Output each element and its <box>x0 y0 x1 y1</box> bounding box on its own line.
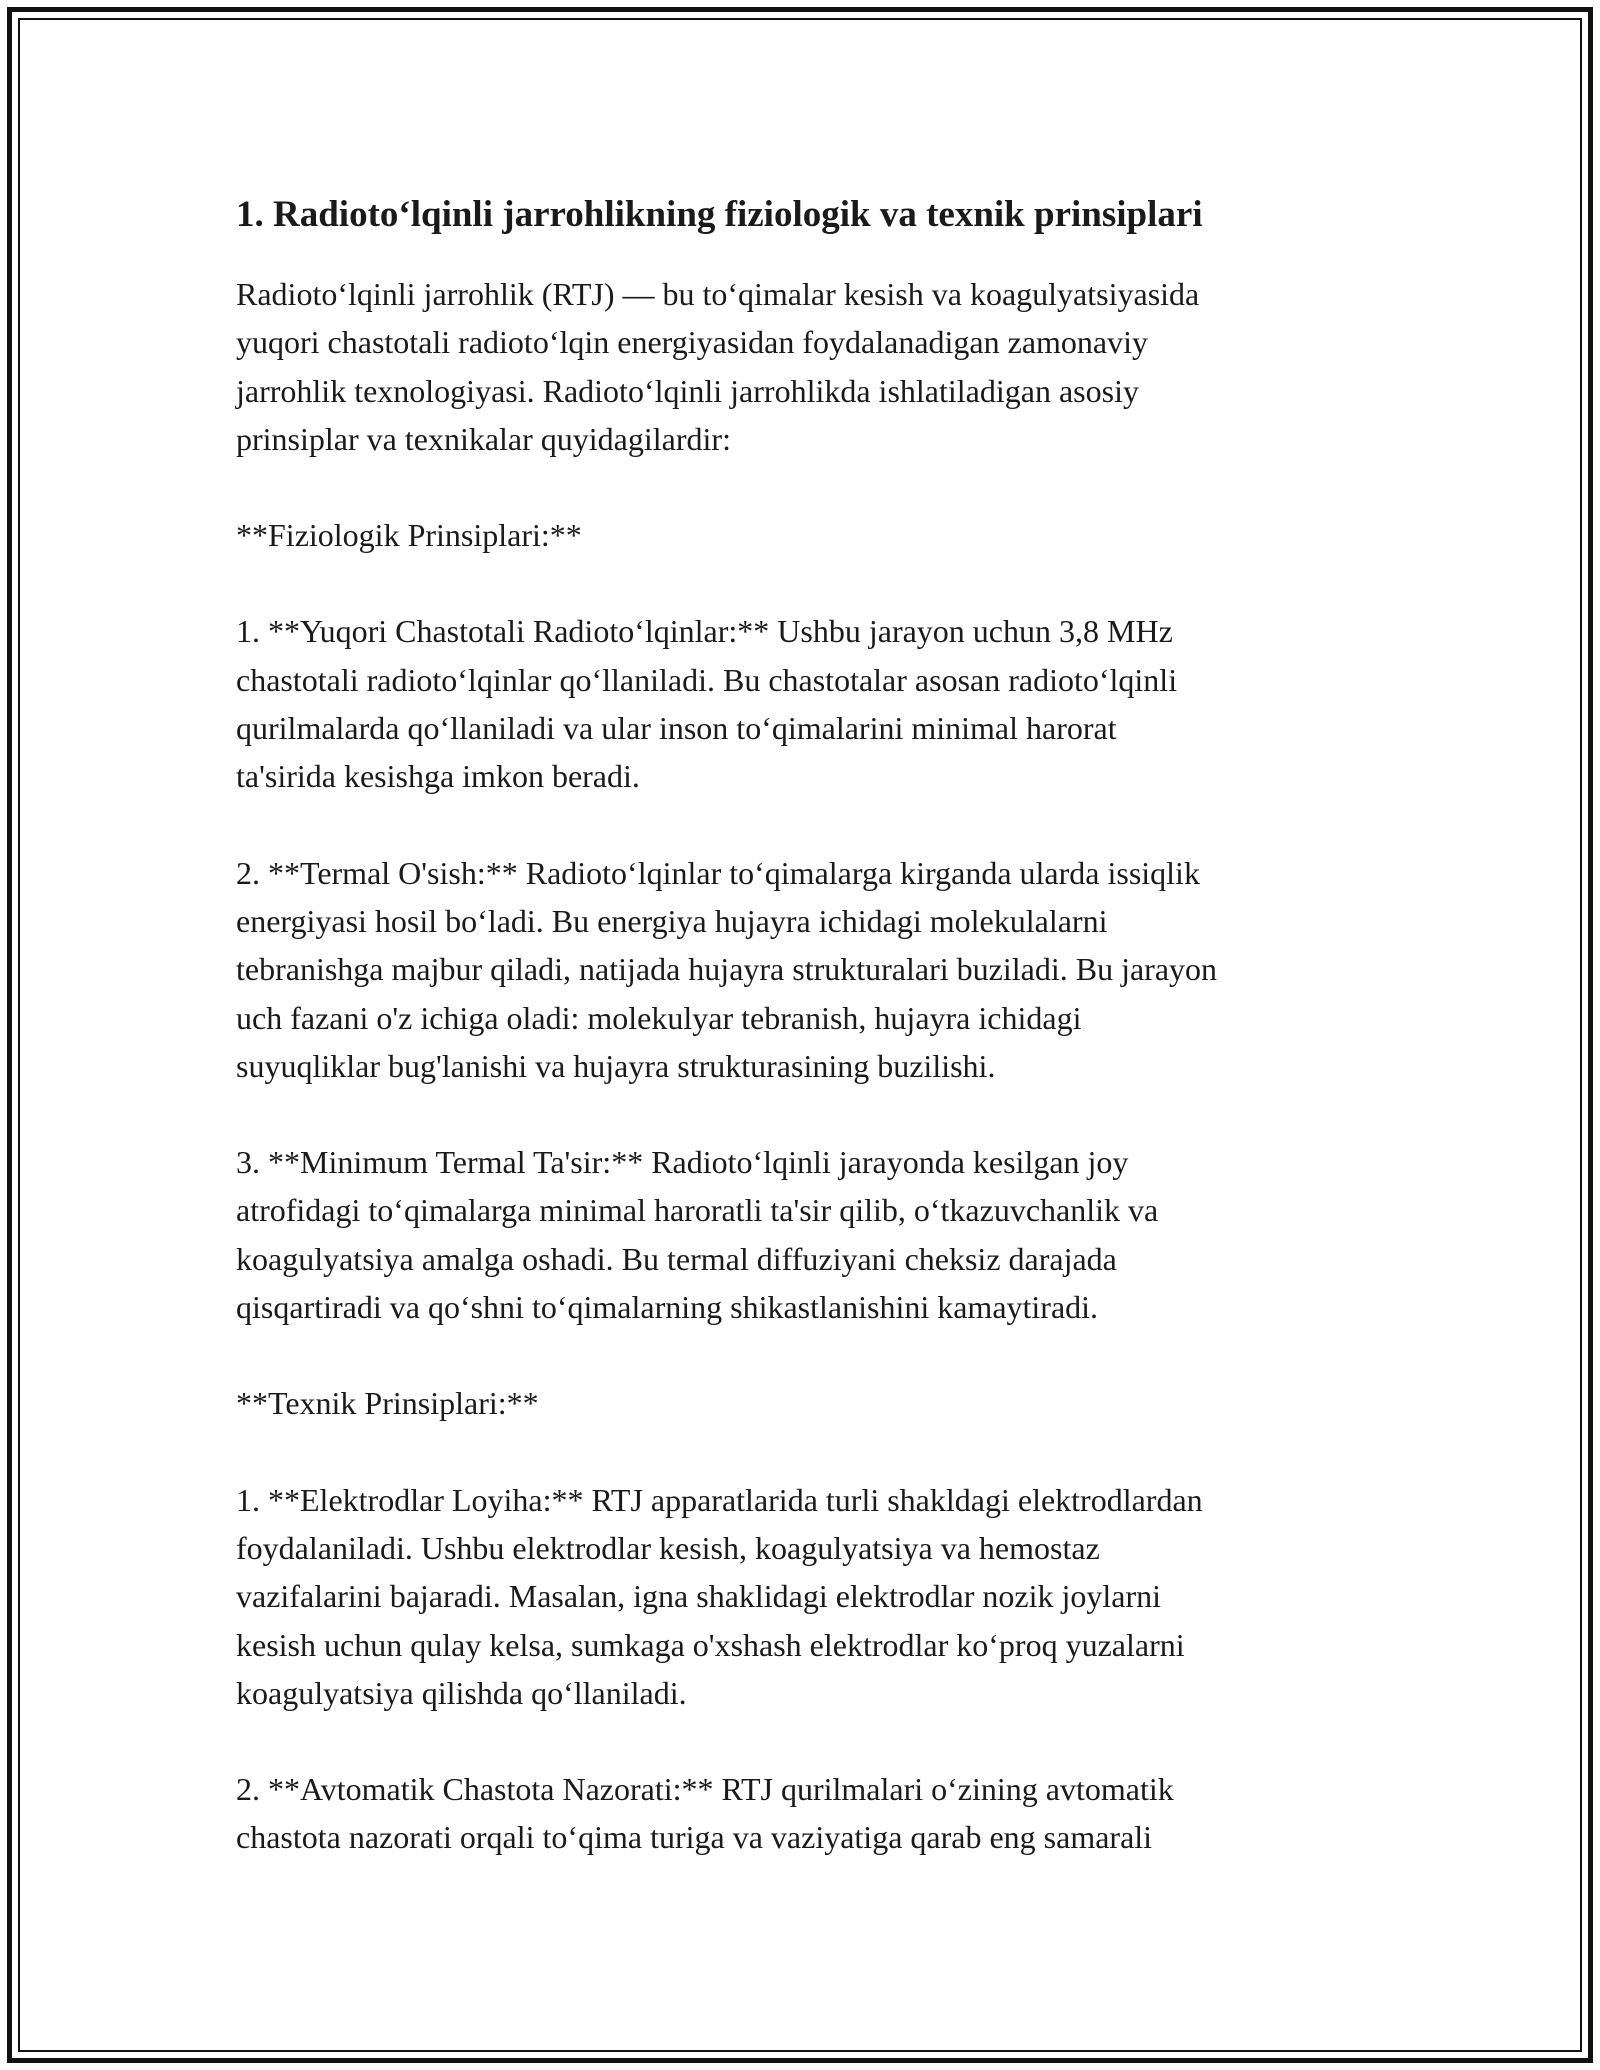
technical-item-2: 2. **Avtomatik Chastota Nazorati:** RTJ qurilmalari o‘zining avtomatik chastota nazorati orqali to‘qima turiga va vaziyatiga qarab eng samarali <box>236 1771 1174 1856</box>
physiological-item-2: 2. **Termal O'sish:** Radioto‘lqinlar to‘qimalarga kirganda ularda issiqlik energiyasi hosil bo‘ladi. Bu energiya hujayra ichidagi molekulalarni tebranishga majbur qiladi, natijada hujayra strukturalari buziladi. Bu jarayon uch fazani o'z ichiga oladi: molekulyar tebranish, hujayra ichidagi suyuqliklar bug'lanishi va hujayra strukturasining buzilishi. <box>236 854 1218 1084</box>
document-page <box>236 180 1366 1910</box>
physiological-item-3: 3. **Minimum Termal Ta'sir:** Radioto‘lqinli jarayonda kesilgan joy atrofidagi to‘qimalarga minimal haroratli ta'sir qilib, o‘tkazuvchanlik va koagulyatsiya amalga oshadi. Bu termal diffuziyani cheksiz darajada qisqartiradi va qo‘shni to‘qimalarning shikastlanishini kamaytiradi. <box>236 1144 1159 1326</box>
technical-principles-label: **Texnik Prinsiplari:** <box>236 1385 539 1422</box>
physiological-principles-label: **Fiziologik Prinsiplari:** <box>236 517 582 554</box>
section-heading: 1. Radioto‘lqinli jarrohlikning fiziologik va texnik prinsiplari <box>236 194 1203 235</box>
intro-paragraph: Radioto‘lqinli jarrohlik (RTJ) — bu to‘qimalar kesish va koagulyatsiyasida yuqori chastotali radioto‘lqin energiyasidan foydalanadigan zamonaviy jarrohlik texnologiyasi. Radioto‘lqinli jarrohlikda ishlatiladigan asosiy prinsiplar va texnikalar quyidagilardir: <box>236 276 1200 457</box>
physiological-item-1: 1. **Yuqori Chastotali Radioto‘lqinlar:** Ushbu jarayon uchun 3,8 MHz chastotali radioto‘lqinlar qo‘llaniladi. Bu chastotalar asosan radioto‘lqinli qurilmalarda qo‘llaniladi va ular inson to‘qimalarini minimal harorat ta'sirida kesishga imkon beradi. <box>236 613 1178 795</box>
technical-item-1: 1. **Elektrodlar Loyiha:** RTJ apparatlarida turli shakldagi elektrodlardan foydalaniladi. Ushbu elektrodlar kesish, koagulyatsiya va hemostaz vazifalarini bajaradi. Masalan, igna shaklidagi elektrodlar nozik joylarni kesish uchun qulay kelsa, sumkaga o'xshash elektrodlar ko‘proq yuzalarni koagulyatsiya qilishda qo‘llaniladi. <box>236 1481 1203 1711</box>
